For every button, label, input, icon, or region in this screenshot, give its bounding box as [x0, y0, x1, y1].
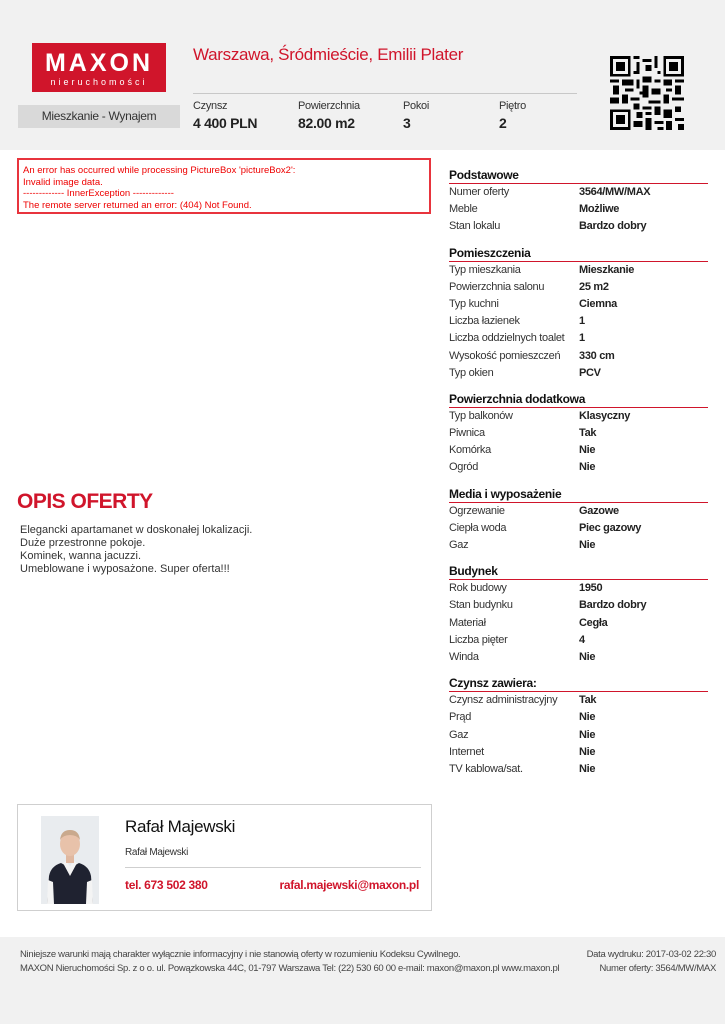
param-row	[449, 520, 708, 537]
image-error-message	[17, 158, 431, 214]
param-key: TV kablowa/sat.	[449, 762, 523, 775]
param-row	[449, 649, 708, 666]
param-row	[449, 365, 708, 382]
param-row	[449, 459, 708, 476]
param-value: Nie	[579, 762, 596, 775]
param-row	[449, 330, 708, 347]
header	[0, 0, 725, 150]
param-key: Czynsz administracyjny	[449, 694, 558, 707]
param-row	[449, 348, 708, 365]
description-line: Umeblowane i wyposażone. Super oferta!!!	[20, 563, 230, 575]
agent-email-link[interactable]: rafal.majewski@maxon.pl	[279, 878, 419, 892]
param-row	[449, 632, 708, 649]
param-value: 4	[579, 633, 585, 646]
section-title-building: Budynek	[449, 564, 708, 580]
param-value: 3564/MW/MAX	[579, 186, 651, 198]
param-row	[449, 580, 708, 597]
param-row	[449, 313, 708, 330]
error-line: ------------- InnerException -------------	[23, 188, 174, 199]
agent-photo	[41, 816, 99, 904]
param-value: Bardzo dobry	[579, 599, 647, 612]
person-icon	[41, 816, 99, 904]
param-key: Stan budynku	[449, 599, 513, 612]
print-date: Data wydruku: 2017-03-02 22:30	[586, 949, 716, 960]
property-address: Warszawa, Śródmieście, Emilii Plater	[193, 45, 464, 64]
param-row	[449, 709, 708, 726]
logo-brand: MAXON	[44, 49, 154, 77]
offer-type-badge: Mieszkanie - Wynajem	[18, 105, 180, 128]
param-key: Ogród	[449, 461, 479, 474]
param-value: Cegła	[579, 616, 608, 629]
param-value: PCV	[579, 366, 601, 379]
param-key: Typ kuchni	[449, 297, 499, 310]
param-value: 1	[579, 332, 585, 345]
section-title-basic: Podstawowe	[449, 168, 708, 184]
param-key: Numer oferty	[449, 186, 509, 198]
param-row	[449, 279, 708, 296]
stat-label: Pokoi	[403, 100, 430, 112]
param-row	[449, 425, 708, 442]
error-line: The remote server returned an error: (404) Not Found.	[23, 199, 252, 211]
param-value: Nie	[579, 444, 596, 457]
footer	[0, 937, 725, 1024]
param-value: Mieszkanie	[579, 263, 635, 276]
footer-disclaimer: Niniejsze warunki mają charakter wyłącznie informacyjny i nie stanowią oferty w rozumieniu Kodeksu Cywilnego.	[20, 949, 461, 960]
param-value: Możliwe	[579, 203, 620, 216]
address-divider	[193, 93, 577, 94]
param-value: Tak	[579, 694, 597, 707]
param-row	[449, 727, 708, 744]
stat-rent	[193, 100, 257, 131]
section-title-additional-area: Powierzchnia dodatkowa	[449, 392, 708, 408]
param-key: Typ mieszkania	[449, 263, 521, 276]
param-key: Liczba pięter	[449, 633, 508, 646]
param-key: Gaz	[449, 728, 469, 741]
agent-card	[17, 804, 432, 911]
error-line: Invalid image data.	[23, 176, 103, 188]
param-value: Nie	[579, 539, 596, 551]
description-title: OPIS OFERTY	[17, 490, 153, 513]
param-key: Meble	[449, 203, 478, 216]
param-key: Prąd	[449, 711, 472, 724]
qr-code-icon[interactable]	[610, 56, 684, 130]
param-value: Nie	[579, 650, 596, 663]
param-row	[449, 692, 708, 709]
param-key: Typ okien	[449, 366, 494, 379]
stat-value: 82.00 m2	[298, 115, 355, 131]
param-row	[449, 615, 708, 632]
param-row	[449, 597, 708, 614]
param-row	[449, 761, 708, 778]
param-value: Ciemna	[579, 297, 617, 310]
stat-floor	[499, 100, 526, 131]
section-title-rent-includes: Czynsz zawiera:	[449, 676, 708, 692]
param-value: Tak	[579, 427, 597, 440]
stat-area	[298, 100, 360, 131]
footer-offer-number: Numer oferty: 3564/MW/MAX	[599, 963, 716, 974]
agent-phone-link[interactable]: tel. 673 502 380	[125, 878, 208, 892]
param-key: Stan lokalu	[449, 220, 501, 233]
param-value: 1	[579, 315, 585, 328]
param-key: Wysokość pomieszczeń	[449, 349, 561, 362]
param-row	[449, 218, 708, 235]
footer-company: MAXON Nieruchomości Sp. z o o. ul. Powązkowska 44C, 01-797 Warszawa Tel: (22) 530 60 00 e-mail: maxon@maxon.pl www.maxon.pl	[20, 963, 560, 974]
footer-right	[587, 948, 716, 976]
param-key: Typ balkonów	[449, 409, 513, 422]
property-parameters	[449, 168, 708, 778]
param-row	[449, 503, 708, 520]
stat-rooms	[403, 100, 429, 131]
param-row	[449, 744, 708, 761]
agent-subname: Rafał Majewski	[125, 847, 189, 858]
param-value: Piec gazowy	[579, 521, 642, 534]
param-row	[449, 537, 708, 554]
stat-label: Powierzchnia	[298, 100, 360, 112]
section-title-rooms: Pomieszczenia	[449, 246, 708, 262]
param-value: 25 m2	[579, 280, 609, 293]
stat-value: 4 400 PLN	[193, 115, 258, 131]
stat-label: Czynsz	[193, 100, 228, 112]
description-line: Kominek, wanna jacuzzi.	[20, 550, 142, 562]
param-row	[449, 442, 708, 459]
param-row	[449, 184, 708, 201]
stat-value: 3	[403, 115, 411, 131]
param-key: Winda	[449, 650, 479, 663]
param-key: Rok budowy	[449, 582, 507, 595]
maxon-logo[interactable]	[32, 43, 166, 92]
param-key: Internet	[449, 745, 484, 758]
footer-left	[20, 948, 559, 976]
param-value: 1950	[579, 582, 603, 595]
param-key: Piwnica	[449, 427, 485, 440]
param-value: Nie	[579, 745, 596, 758]
param-key: Gaz	[449, 539, 469, 551]
param-value: Gazowe	[579, 504, 619, 517]
param-row	[449, 296, 708, 313]
param-key: Liczba oddzielnych toalet	[449, 332, 565, 345]
param-row	[449, 201, 708, 218]
param-key: Powierzchnia salonu	[449, 280, 545, 293]
param-value: Bardzo dobry	[579, 220, 647, 233]
description-line: Elegancki apartamanet w doskonałej lokalizacji.	[20, 524, 253, 536]
param-row	[449, 408, 708, 425]
param-value: Klasyczny	[579, 409, 631, 422]
param-key: Ciepła woda	[449, 521, 507, 534]
param-value: Nie	[579, 728, 596, 741]
param-value: Nie	[579, 461, 596, 474]
param-row	[449, 262, 708, 279]
description-line: Duże przestronne pokoje.	[20, 537, 146, 549]
stat-value: 2	[499, 115, 507, 131]
param-key: Komórka	[449, 444, 491, 457]
error-line: An error has occurred while processing PictureBox 'pictureBox2':	[23, 165, 296, 176]
param-key: Materiał	[449, 616, 486, 629]
param-key: Ogrzewanie	[449, 504, 505, 517]
logo-subtitle: nieruchomości	[50, 77, 148, 87]
param-value: Nie	[579, 711, 596, 724]
param-key: Liczba łazienek	[449, 315, 520, 328]
agent-name: Rafał Majewski	[125, 817, 236, 836]
description-text	[20, 524, 252, 576]
param-value: 330 cm	[579, 349, 615, 362]
agent-divider	[125, 867, 421, 868]
stat-label: Piętro	[499, 100, 526, 112]
section-title-media: Media i wyposażenie	[449, 487, 708, 503]
